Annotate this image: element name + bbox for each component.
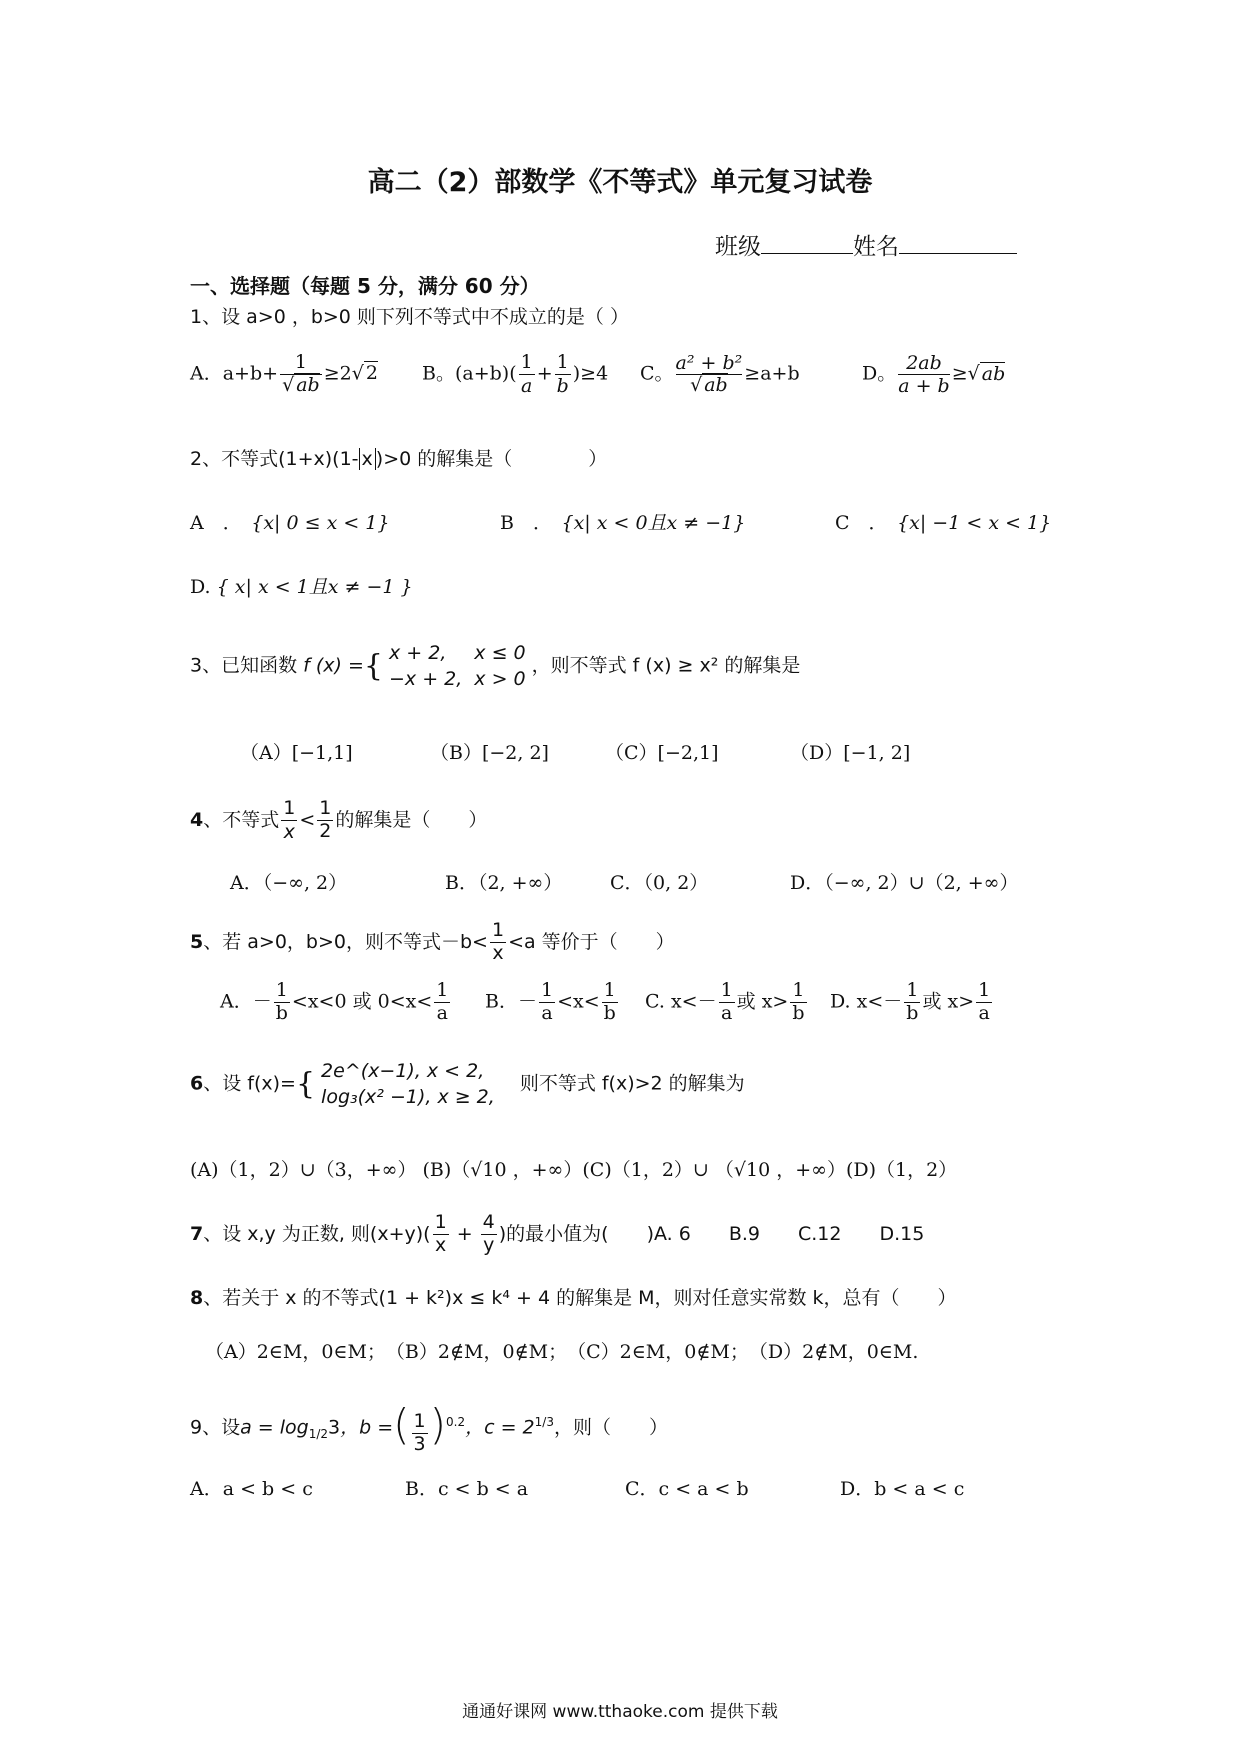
question-1-stem: 1、设 a>0 ，b>0 则下列不等式中不成立的是（ ） <box>190 306 629 328</box>
question-8-stem: 8、若关于 x 的不等式(1 + k²)x ≤ k⁴ + 4 的解集是 M，则对任意实常数 k，总有（ ） <box>190 1287 957 1309</box>
question-2-option-b: B ． {x| x < 0且x ≠ −1} <box>500 512 746 534</box>
question-9-option-c: C．c < a < b <box>625 1478 749 1500</box>
question-9-stem: 9、设$a = \log_{1/2}3$，b =( $\frac{1}{3}$ )$^{0.2}$，$c = 2^{1/3}$，则（ ） <box>190 1400 668 1455</box>
question-4-option-c: C．（0, 2） <box>610 872 709 894</box>
question-2-stem: 2、不等式(1+x)(1- x )>0 的解集是（ ） <box>190 448 608 470</box>
question-5-option-b: B．－ $\frac{1}{a}$ <x< $\frac{1}{b}$ <box>485 979 616 1024</box>
question-3-option-a: （A）[−1,1] <box>240 742 353 764</box>
question-4-stem: 4、不等式 $\frac{1}{x}$ < $\frac{1}{2}$ 的解集是（ ） <box>190 797 488 843</box>
question-1-option-b: B。(a+b)( $\frac{1}{a}$ + $\frac{1}{b} )\ge 4$ <box>422 351 609 397</box>
question-3-option-c: （C）[−2,1] <box>605 742 719 764</box>
question-9-option-a: A．a < b < c <box>190 1478 313 1500</box>
section-heading: 一、选择题（每题 5 分，满分 60 分） <box>190 274 540 298</box>
question-3-stem: 3、已知函数 f (x) ={ x + 2, x ≤ 0 −x + 2, x > 0，则不等式 f (x) ≥ x² 的解集是 <box>190 642 801 690</box>
question-6-stem: 6、设 f(x)={ 2e^(x−1), x < 2, log₃(x² −1), x ≥ 2, 则不等式 f(x)>2 的解集为 <box>190 1060 745 1108</box>
question-1-option-d: D。 $\frac{2ab}{a + b}$ ≥√ ab <box>862 352 1006 397</box>
question-4-option-d: D．（−∞, 2）∪（2, +∞） <box>790 872 1019 894</box>
question-7-stem: 7、设 x,y 为正数, 则(x+y)( $\frac{1}{x}$ + $\frac{4}{y}$ )的最小值为( )A. 6 B.9 C.12 D.15 <box>190 1211 925 1256</box>
question-4-option-b: B．（2, +∞） <box>445 872 563 894</box>
page-title: 高二（2）部数学《不等式》单元复习试卷 <box>367 167 873 198</box>
question-1-option-c: C。 $\frac{\text{a² + b²}}{√ ab}$ ≥a+b <box>640 352 800 396</box>
class-blank <box>761 253 853 254</box>
question-9-option-d: D．b < a < c <box>840 1478 965 1500</box>
question-9-option-b: B．c < b < a <box>405 1478 529 1500</box>
question-5-option-c: C. x<－ $\frac{1}{a}$ 或 x> $\frac{1}{b}$ <box>645 979 805 1024</box>
question-3-option-b: （B）[−2, 2] <box>430 742 549 764</box>
question-4-option-a: A．（−∞, 2） <box>230 872 348 894</box>
class-label: 班级 <box>715 234 761 260</box>
name-blank <box>899 253 1017 254</box>
question-1-option-a: A．a+b+ $\frac{1}{√ ab}$ ≥2√ 2 <box>190 351 378 396</box>
question-8-options: （A）2∈M，0∈M； （B）2∉M，0∉M； （C）2∈M，0∉M； （D）2∉M，0∈M. <box>205 1341 919 1363</box>
question-5-stem: 5、若 a>0，b>0，则不等式－b< $\frac{1}{x}$ <a 等价于（ ） <box>190 919 675 964</box>
question-2-option-c: C ． {x| −1 < x < 1} <box>835 512 1052 534</box>
question-2-option-d: D. { x| x < 1且x ≠ −1 } <box>190 576 413 598</box>
name-label: 姓名 <box>853 234 899 260</box>
question-6-options: (A)（1，2）∪（3，+∞） (B)（√10 ，+∞）(C)（1，2）∪ （√10 ，+∞）(D)（1，2） <box>190 1159 958 1181</box>
page-footer: 通通好课网 www.tthaoke.com 提供下载 <box>462 1702 778 1722</box>
question-5-option-a: A．－ $\frac{1}{b}$ <x<0 或 0<x< $\frac{1}{a}$ <box>220 979 449 1024</box>
question-3-option-d: （D）[−1, 2] <box>790 742 911 764</box>
question-2-option-a: A ． {x| 0 ≤ x < 1} <box>190 512 390 534</box>
student-info-line <box>715 228 1017 261</box>
question-5-option-d: D. x<－ $\frac{1}{b}$ 或 x> $\frac{1}{a}$ <box>830 979 991 1024</box>
